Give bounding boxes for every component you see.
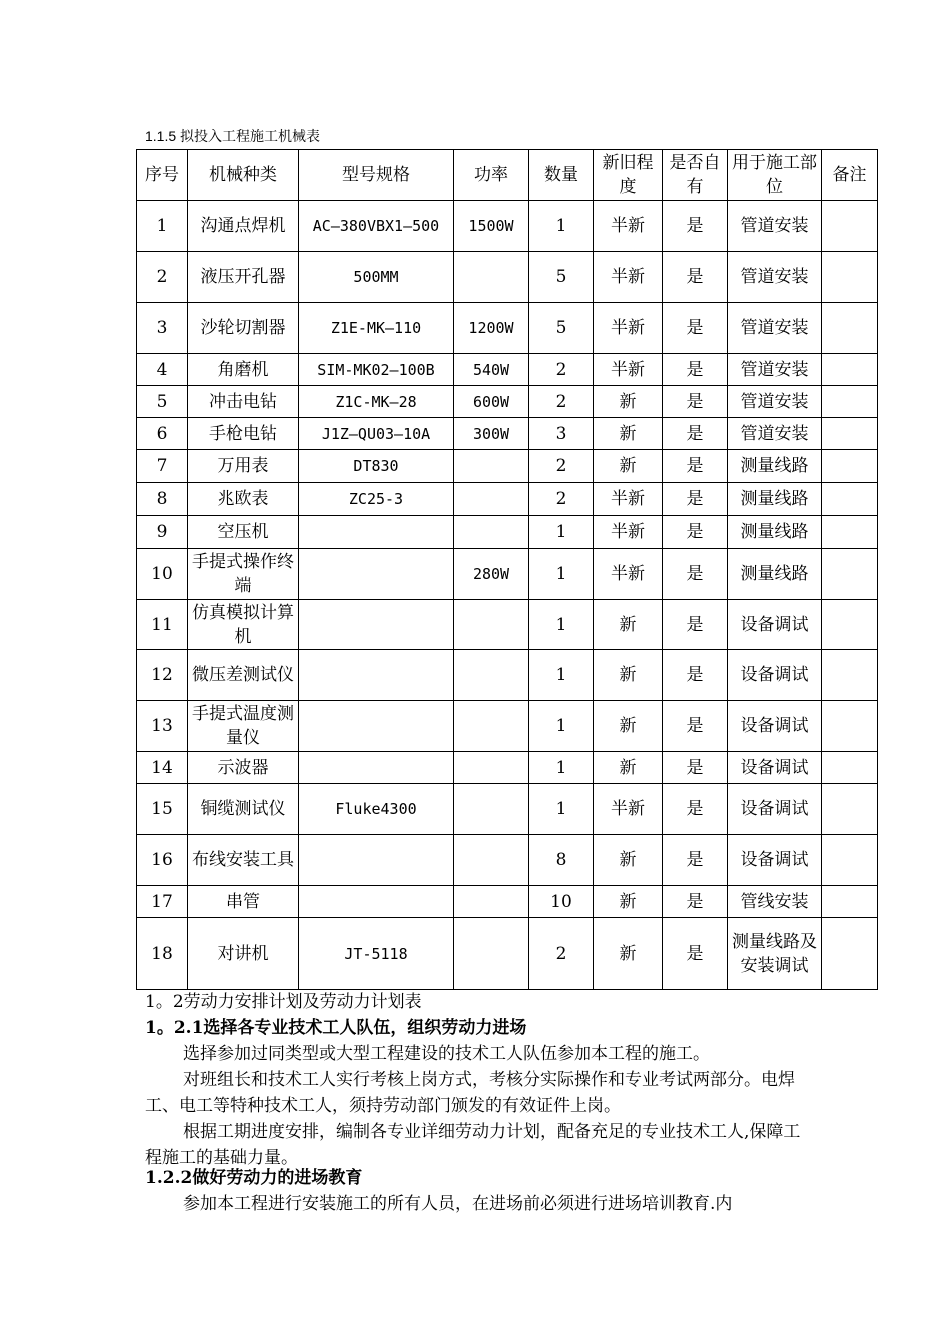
column-header: 机械种类 xyxy=(188,150,299,201)
table-cell xyxy=(299,516,454,549)
table-cell: 手枪电钻 xyxy=(188,418,299,450)
table-cell: 新 xyxy=(594,918,663,990)
table-cell: 2 xyxy=(529,450,594,483)
table-cell: 半新 xyxy=(594,252,663,303)
table-cell: 是 xyxy=(663,918,728,990)
table-row xyxy=(137,650,878,701)
table-cell: 冲击电钻 xyxy=(188,386,299,418)
table-cell: 是 xyxy=(663,600,728,650)
table-cell: AC—380VBX1—500 xyxy=(299,201,454,252)
table-cell: 13 xyxy=(137,701,188,752)
table-cell: 对讲机 xyxy=(188,918,299,990)
paragraph: 对班组长和技术工人实行考核上岗方式，考核分实际操作和专业考试两部分。电焊工、电工等特种技术工人，须持劳动部门颁发的有效证件上岗。 xyxy=(145,1070,795,1116)
table-cell: 10 xyxy=(529,886,594,918)
table-cell: 是 xyxy=(663,752,728,784)
table-cell: 16 xyxy=(137,835,188,886)
table-cell xyxy=(299,752,454,784)
table-cell: 540W xyxy=(454,354,529,386)
table-cell: 测量线路 xyxy=(728,483,822,516)
table-cell: SIM-MK02—100B xyxy=(299,354,454,386)
table-cell xyxy=(454,600,529,650)
table-cell: 18 xyxy=(137,918,188,990)
column-header: 备注 xyxy=(822,150,878,201)
table-row xyxy=(137,252,878,303)
table-cell xyxy=(822,752,878,784)
table-cell: 是 xyxy=(663,303,728,354)
table-row xyxy=(137,386,878,418)
table-row xyxy=(137,835,878,886)
table-cell xyxy=(822,354,878,386)
table-cell: 新 xyxy=(594,886,663,918)
paragraph: 选择参加过同类型或大型工程建设的技术工人队伍参加本工程的施工。 xyxy=(183,1044,710,1064)
table-row xyxy=(137,549,878,600)
table-cell xyxy=(299,600,454,650)
column-header: 用于施工部位 xyxy=(728,150,822,201)
table-cell: 17 xyxy=(137,886,188,918)
table-cell xyxy=(299,886,454,918)
table-cell xyxy=(454,752,529,784)
table-cell: 管道安装 xyxy=(728,354,822,386)
table-row xyxy=(137,516,878,549)
table-cell xyxy=(822,483,878,516)
table-cell: 2 xyxy=(529,483,594,516)
table-cell: 是 xyxy=(663,650,728,701)
table-cell: 280W xyxy=(454,549,529,600)
table-cell: 半新 xyxy=(594,201,663,252)
table-cell: 是 xyxy=(663,784,728,835)
table-cell: 1 xyxy=(529,650,594,701)
column-header: 数量 xyxy=(529,150,594,201)
table-cell: 是 xyxy=(663,252,728,303)
table-cell xyxy=(454,701,529,752)
table-cell xyxy=(299,835,454,886)
table-cell: 5 xyxy=(137,386,188,418)
table-cell: 微压差测试仪 xyxy=(188,650,299,701)
table-row xyxy=(137,600,878,650)
table-cell: 半新 xyxy=(594,303,663,354)
table-cell: 是 xyxy=(663,701,728,752)
table-cell xyxy=(822,600,878,650)
table-cell: 是 xyxy=(663,386,728,418)
section-heading-1-2-1: 1。2.1选择各专业技术工人队伍，组织劳动力进场 xyxy=(145,1018,527,1038)
table-cell: 空压机 xyxy=(188,516,299,549)
table-cell: 500MM xyxy=(299,252,454,303)
table-cell: ZC25-3 xyxy=(299,483,454,516)
section-heading-1-2-2: 1.2.2做好劳动力的进场教育 xyxy=(145,1168,363,1188)
table-cell xyxy=(822,784,878,835)
table-cell: 新 xyxy=(594,418,663,450)
table-cell: 设备调试 xyxy=(728,784,822,835)
column-header: 型号规格 xyxy=(299,150,454,201)
table-cell xyxy=(822,549,878,600)
table-cell: 8 xyxy=(529,835,594,886)
table-cell xyxy=(822,450,878,483)
table-cell: 是 xyxy=(663,886,728,918)
table-row xyxy=(137,784,878,835)
table-cell: 测量线路 xyxy=(728,450,822,483)
table-row xyxy=(137,483,878,516)
table-row xyxy=(137,701,878,752)
table-cell xyxy=(822,835,878,886)
table-cell: Fluke4300 xyxy=(299,784,454,835)
table-cell: 是 xyxy=(663,201,728,252)
table-cell xyxy=(299,549,454,600)
table-cell xyxy=(299,701,454,752)
table-cell: 示波器 xyxy=(188,752,299,784)
table-cell xyxy=(822,252,878,303)
table-cell: 6 xyxy=(137,418,188,450)
table-cell: 14 xyxy=(137,752,188,784)
machinery-table xyxy=(136,149,878,990)
table-cell: 1500W xyxy=(454,201,529,252)
paragraph: 参加本工程进行安装施工的所有人员，在进场前必须进行进场培训教育.内 xyxy=(183,1194,733,1214)
paragraph: 根据工期进度安排，编制各专业详细劳动力计划，配备充足的专业技术工人,保障工程施工的基础力量。 xyxy=(145,1122,801,1168)
table-cell: 1 xyxy=(529,701,594,752)
table-cell xyxy=(822,650,878,701)
table-cell: 2 xyxy=(529,386,594,418)
table-cell: 万用表 xyxy=(188,450,299,483)
table-cell: 管线安装 xyxy=(728,886,822,918)
table-cell: 是 xyxy=(663,835,728,886)
table-cell: 1 xyxy=(529,784,594,835)
table-cell: 设备调试 xyxy=(728,600,822,650)
table-cell: 5 xyxy=(529,252,594,303)
table-row xyxy=(137,201,878,252)
column-header: 序号 xyxy=(137,150,188,201)
table-cell: 是 xyxy=(663,549,728,600)
table-cell xyxy=(454,886,529,918)
table-cell: 新 xyxy=(594,450,663,483)
table-cell: 2 xyxy=(529,918,594,990)
table-row xyxy=(137,752,878,784)
table-row xyxy=(137,354,878,386)
table-cell: 15 xyxy=(137,784,188,835)
table-cell xyxy=(822,418,878,450)
table-cell: 半新 xyxy=(594,483,663,516)
table-row xyxy=(137,418,878,450)
table-cell: 8 xyxy=(137,483,188,516)
table-cell: 管道安装 xyxy=(728,252,822,303)
table-cell: 7 xyxy=(137,450,188,483)
table-cell: 3 xyxy=(137,303,188,354)
table-cell: 测量线路及安装调试 xyxy=(728,918,822,990)
table-cell: 管道安装 xyxy=(728,418,822,450)
table-cell xyxy=(822,386,878,418)
table-cell: 是 xyxy=(663,516,728,549)
table-cell: 2 xyxy=(137,252,188,303)
table-cell: 串管 xyxy=(188,886,299,918)
table-cell: 沙轮切割器 xyxy=(188,303,299,354)
table-cell xyxy=(822,201,878,252)
table-cell: 设备调试 xyxy=(728,752,822,784)
table-cell: 10 xyxy=(137,549,188,600)
table-cell xyxy=(454,835,529,886)
table-cell xyxy=(454,252,529,303)
table-cell xyxy=(454,784,529,835)
table-cell: 测量线路 xyxy=(728,516,822,549)
table-cell: 1 xyxy=(529,600,594,650)
table-cell: 管道安装 xyxy=(728,201,822,252)
table-cell: Z1C-MK—28 xyxy=(299,386,454,418)
column-header: 新旧程度 xyxy=(594,150,663,201)
table-cell xyxy=(822,516,878,549)
table-cell: Z1E-MK—110 xyxy=(299,303,454,354)
table-cell: 管道安装 xyxy=(728,303,822,354)
table-cell: 设备调试 xyxy=(728,835,822,886)
table-cell: 新 xyxy=(594,752,663,784)
table-cell: 新 xyxy=(594,835,663,886)
table-cell: 4 xyxy=(137,354,188,386)
table-row xyxy=(137,886,878,918)
table-cell: 半新 xyxy=(594,516,663,549)
table-cell: 设备调试 xyxy=(728,701,822,752)
table-cell: 9 xyxy=(137,516,188,549)
table-cell: 是 xyxy=(663,418,728,450)
table-cell xyxy=(454,516,529,549)
table-cell xyxy=(822,918,878,990)
table-cell: 3 xyxy=(529,418,594,450)
table-cell xyxy=(454,483,529,516)
table-cell: 设备调试 xyxy=(728,650,822,701)
table-cell: 管道安装 xyxy=(728,386,822,418)
table-cell xyxy=(822,701,878,752)
table-cell: 角磨机 xyxy=(188,354,299,386)
table-cell: DT830 xyxy=(299,450,454,483)
table-caption: 1.1.5 拟投入工程施工机械表 xyxy=(145,128,321,144)
table-cell: 液压开孔器 xyxy=(188,252,299,303)
column-header: 是否自有 xyxy=(663,150,728,201)
table-cell: 1 xyxy=(529,201,594,252)
table-cell xyxy=(299,650,454,701)
table-cell: 半新 xyxy=(594,784,663,835)
table-cell: 是 xyxy=(663,354,728,386)
table-cell: 1 xyxy=(137,201,188,252)
table-cell: JT-5118 xyxy=(299,918,454,990)
table-cell: 新 xyxy=(594,650,663,701)
table-cell: 12 xyxy=(137,650,188,701)
table-cell: 测量线路 xyxy=(728,549,822,600)
table-cell: 手提式操作终端 xyxy=(188,549,299,600)
table-cell: 新 xyxy=(594,386,663,418)
table-cell: 11 xyxy=(137,600,188,650)
table-cell xyxy=(454,650,529,701)
table-cell: 铜缆测试仪 xyxy=(188,784,299,835)
table-cell: 1 xyxy=(529,752,594,784)
table-cell xyxy=(822,886,878,918)
table-cell: 1200W xyxy=(454,303,529,354)
table-cell xyxy=(454,918,529,990)
table-header-row xyxy=(137,150,878,201)
column-header: 功率 xyxy=(454,150,529,201)
table-cell: 手提式温度测量仪 xyxy=(188,701,299,752)
section-heading-1-2: 1。2劳动力安排计划及劳动力计划表 xyxy=(145,992,422,1012)
table-cell: 兆欧表 xyxy=(188,483,299,516)
table-row xyxy=(137,918,878,990)
table-cell xyxy=(454,450,529,483)
table-cell: 半新 xyxy=(594,549,663,600)
table-cell: 沟通点焊机 xyxy=(188,201,299,252)
table-cell: 1 xyxy=(529,516,594,549)
table-cell: J1Z—QU03—10A xyxy=(299,418,454,450)
table-cell: 是 xyxy=(663,483,728,516)
table-cell: 布线安装工具 xyxy=(188,835,299,886)
table-cell: 是 xyxy=(663,450,728,483)
table-cell: 半新 xyxy=(594,354,663,386)
table-cell: 新 xyxy=(594,600,663,650)
table-cell: 仿真模拟计算机 xyxy=(188,600,299,650)
table-cell: 5 xyxy=(529,303,594,354)
table-cell: 1 xyxy=(529,549,594,600)
table-cell: 2 xyxy=(529,354,594,386)
table-cell: 300W xyxy=(454,418,529,450)
table-cell xyxy=(822,303,878,354)
table-cell: 新 xyxy=(594,701,663,752)
table-cell: 600W xyxy=(454,386,529,418)
table-row xyxy=(137,303,878,354)
table-row xyxy=(137,450,878,483)
